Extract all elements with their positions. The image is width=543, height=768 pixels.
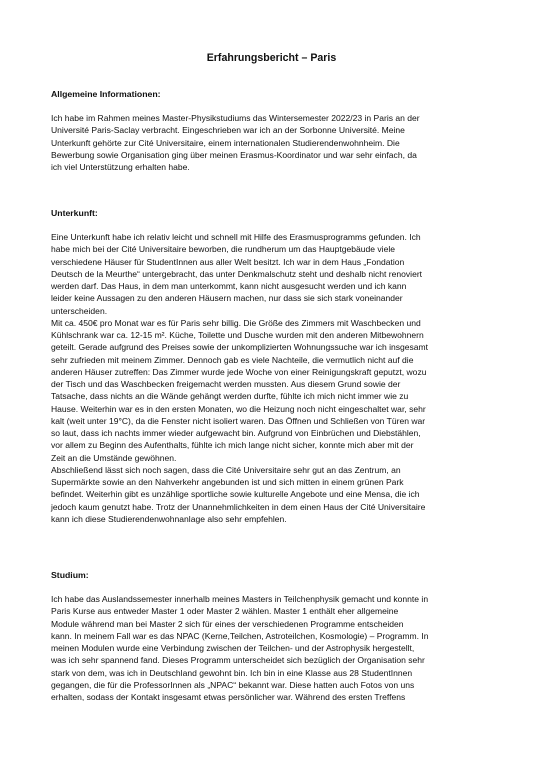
text-line: werden darf. Das Haus, in dem man unterkommt, kann nicht ausgesucht werden und ich kann — [51, 281, 407, 291]
text-line: kalt (weit unter 19°C), da die Fenster nicht isoliert waren. Das Öffnen und Schließen von Türen war — [51, 415, 426, 426]
text-line: stark von dem, was ich in Deutschland gewohnt bin. Ich bin in eine Klasse aus 28 StudentInnen — [51, 667, 413, 678]
section-heading-accommodation: Unterkunft: — [51, 208, 98, 218]
text-line: Hause. Weiterhin war es in den ersten Monaten, wo die Heizung noch nicht eingeschaltet war, sehr — [51, 403, 426, 414]
paragraph-studies — [51, 593, 501, 703]
text-line: kann. In meinem Fall war es das NPAC (Kerne,Teilchen, Astroteilchen, Kosmologie) – Programm. In — [51, 630, 429, 641]
text-line: Ich habe im Rahmen meines Master-Physikstudiums das Wintersemester 2022/23 in Paris an der — [51, 113, 420, 123]
text-line: meinen Modulen wurde eine Verbindung zwischen der Teilchen- und der Astrophysik hergestellt, — [51, 643, 415, 653]
text-line: Zeit an die Umstände gewöhnen. — [51, 452, 177, 463]
text-line: Deutsch de la Meurthe“ untergebracht, das unter Denkmalschutz steht und deshalb nicht renoviert — [51, 268, 423, 279]
text-line: Kühlschrank war ca. 12-15 m². Küche, Toilette und Dusche wurden mit den anderen Mitbewohnern — [51, 330, 424, 340]
text-line: vor allem zu Beginn des Aufenthalts, fühlte ich mich lange nicht sicher, konnte mich aber mit der — [51, 440, 414, 451]
text-line: leider keine Aussagen zu den anderen Häusern machen, nur dass sie sich stark voneinander — [51, 293, 403, 304]
text-line: sehr zufrieden mit meinem Zimmer. Dennoch gab es viele Nachteile, die vermutlich nicht auf die — [51, 354, 414, 365]
text-line: ich viel Unterstützung erhalten habe. — [51, 162, 190, 172]
text-line: erhalten, sodass der Kontakt insgesamt etwas persönlicher war. Während des ersten Treffens — [51, 692, 406, 702]
text-line: der Tisch und das Waschbecken freigemacht werden mussten. Aus diesem Grund sowie der — [51, 379, 401, 389]
text-line: was ich sehr spannend fand. Dieses Programm unterscheidet sich bezüglich der Organisation sehr — [51, 655, 425, 666]
text-line: anderen Häuser zutreffen: Das Zimmer wurde jede Woche von einer Reinigungskraft geputzt, wozu — [51, 366, 427, 377]
text-line: Supermärkte sowie an den Nahverkehr angebunden ist und sich mitten in einem grünen Park — [51, 477, 404, 487]
text-line: Paris Kurse aus entweder Master 1 oder Master 2 wählen. Master 1 enthält eher allgemeine — [51, 606, 399, 617]
text-line: Abschließend lässt sich noch sagen, dass die Cité Universitaire sehr gut an das Zentrum, an — [51, 464, 401, 475]
section-heading-studies: Studium: — [51, 570, 89, 580]
document-title: Erfahrungsbericht – Paris — [206, 52, 337, 64]
text-line: Tatsache, dass nichts an die Wände gehängt werden durfte, fühlte ich mich nicht immer wie zu — [51, 391, 409, 402]
text-line: geteilt. Gerade aufgrund des Preises sowie der unkomplizierten Wohnungssuche war ich insgesamt — [51, 342, 429, 353]
text-line: jedoch kaum genutzt habe. Trotz der Unannehmlichkeiten in dem einen Haus der Cité Universitaire — [51, 501, 426, 512]
text-line: unterscheiden. — [51, 305, 108, 316]
text-line: verschiedene Häuser für StudentInnen aus aller Welt besitzt. Ich war in dem Haus „Fondation — [51, 256, 405, 267]
text-line: Mit ca. 450€ pro Monat war es für Paris sehr billig. Die Größe des Zimmers mit Waschbecken und — [51, 317, 421, 328]
paragraph-general — [51, 112, 501, 173]
section-heading-general: Allgemeine Informationen: — [51, 89, 161, 99]
text-line: habe mich bei der Cité Universitaire beworben, die rundherum um das Hauptgebäude viele — [51, 244, 395, 255]
text-line: kann ich diese Studierendenwohnanlage also sehr empfehlen. — [51, 513, 287, 524]
text-line: gegangen, die für die ProfessorInnen als „NPAC“ bekannt war. Diese hatten auch Fotos von uns — [51, 679, 415, 690]
text-line: Eine Unterkunft habe ich relativ leicht und schnell mit Hilfe des Erasmusprogramms gefunden. Ich — [51, 232, 421, 242]
text-line: Bewerbung sowie Organisation ging über meinen Erasmus-Koordinator und war sehr einfach, da — [51, 149, 417, 160]
text-line: Ich habe das Auslandssemester innerhalb meines Masters in Teilchenphysik gemacht und konnte in — [51, 594, 429, 604]
text-line: Unterkunft gehörte zur Cité Universitaire, einem internationalen Studierendenwohnheim. Die — [51, 137, 400, 148]
text-line: so laut, dass ich nachts immer wieder aufgewacht bin. Aufgrund von Einbrüchen und Diebstählen, — [51, 428, 421, 438]
text-line: befindet. Weiterhin gibt es unzählige sportliche sowie kulturelle Angebote und eine Mensa, die ich — [51, 489, 420, 500]
text-line: Module während man bei Master 2 sich für eines der verschiedenen Programme entscheiden — [51, 618, 404, 629]
text-line: Université Paris-Saclay verbracht. Eingeschrieben war ich an der Sorbonne Université. Meine — [51, 125, 405, 136]
paragraph-accommodation — [51, 231, 501, 525]
